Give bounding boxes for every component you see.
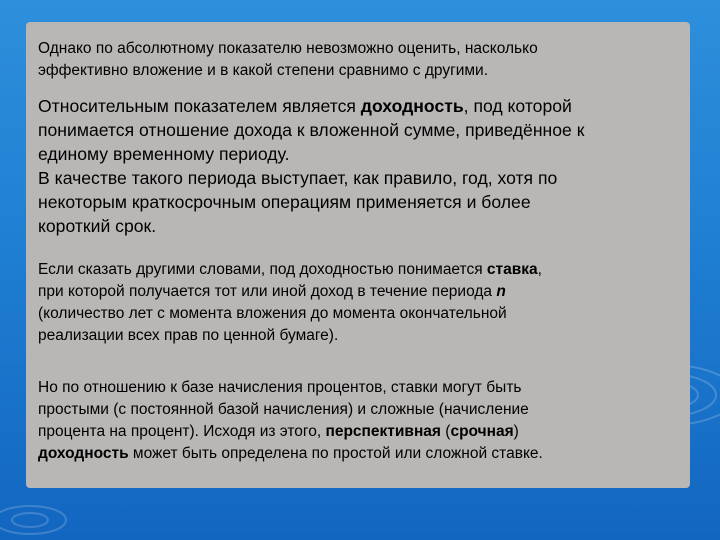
text-line (38, 421, 678, 443)
term-rate: ставка (486, 261, 538, 278)
text-line (38, 443, 678, 465)
term-term: срочная (450, 423, 514, 440)
text-run: процента на процент). Исходя из этого, (38, 423, 326, 440)
text-line (38, 94, 688, 118)
paragraph-rate-types (38, 377, 678, 465)
term-yield: доходность (38, 445, 129, 462)
text-line: эффективно вложение и в какой степени сравнимо с другими. (38, 62, 489, 79)
text-line: Однако по абсолютному показателю невозможно оценить, насколько (38, 40, 538, 57)
text-run: , под которой (463, 96, 572, 116)
text-line: короткий срок. (38, 216, 157, 236)
text-line: (количество лет с момента вложения до момента окончательной (38, 305, 507, 322)
text-line: единому временному периоду. (38, 144, 290, 164)
text-run: , (537, 261, 542, 278)
text-run: Относительным показателем является (38, 96, 361, 116)
text-line: некоторым краткосрочным операциям применяется и более (38, 192, 531, 212)
text-line (38, 281, 678, 303)
text-line: простыми (с постоянной базой начисления) и сложные (начисление (38, 401, 529, 418)
paragraph-relative-indicator (38, 94, 688, 238)
text-run: Если сказать другими словами, под доходностью понимается (38, 261, 487, 278)
variable-n: n (496, 283, 506, 300)
text-panel (26, 22, 690, 488)
term-prospective: перспективная (325, 423, 441, 440)
text-run: при которой получается тот или иной доход в течение периода (38, 283, 497, 300)
text-line: реализации всех прав по ценной бумаге). (38, 327, 339, 344)
text-line: В качестве такого периода выступает, как правило, год, хотя по (38, 168, 558, 188)
text-line: Но по отношению к базе начисления процентов, ставки могут быть (38, 379, 522, 396)
text-line: понимается отношение дохода к вложенной сумме, приведённое к (38, 120, 585, 140)
text-line (38, 259, 678, 281)
paragraph-absolute-indicator (38, 38, 678, 82)
paragraph-rate-definition (38, 259, 678, 347)
term-yield: доходность (360, 96, 464, 116)
text-run: ( (440, 423, 451, 440)
text-run: ) (513, 423, 519, 440)
text-run: может быть определена по простой или сложной ставке. (128, 445, 543, 462)
